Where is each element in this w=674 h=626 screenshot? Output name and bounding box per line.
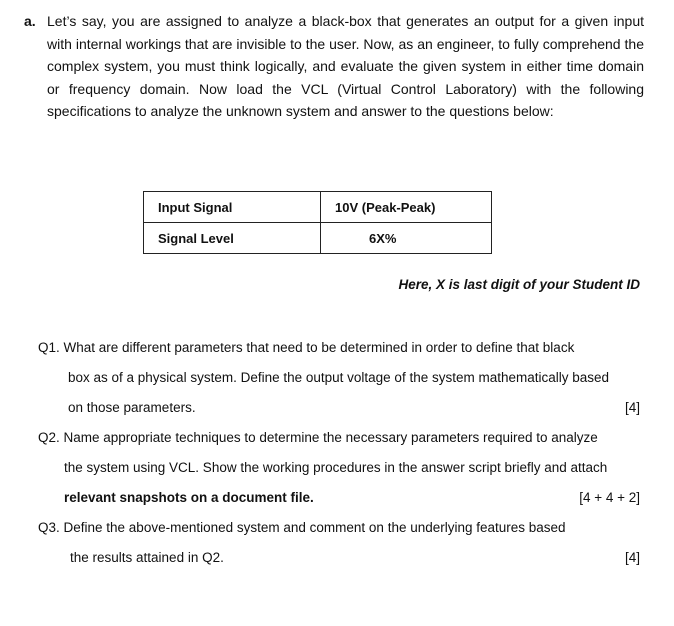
question-1-line-1: Q1. What are different parameters that need to be determined in order to define that black xyxy=(38,340,575,355)
question-2-line-1: Q2. Name appropriate techniques to determine the necessary parameters required to analyze xyxy=(38,430,598,445)
question-1-line-2: box as of a physical system. Define the output voltage of the system mathematically based xyxy=(68,370,610,385)
signal-level-value: 6X% xyxy=(321,223,492,254)
question-3 xyxy=(38,513,640,573)
question-1 xyxy=(38,333,640,423)
question-1-marks: [4] xyxy=(624,400,640,415)
question-3-line-1: Q3. Define the above-mentioned system and comment on the underlying features based xyxy=(38,520,566,535)
specification-table xyxy=(143,191,492,254)
intro-paragraph xyxy=(24,10,644,123)
table-row xyxy=(144,223,492,254)
input-signal-label: Input Signal xyxy=(144,192,321,223)
table-row xyxy=(144,192,492,223)
intro-text: Let’s say, you are assigned to analyze a black-box that generates an output for a given input with internal workings that are invisible to the user. Now, as an engineer, to fully comprehend the complex system, you must think logically, and evaluate the given system in either time domain or frequency domain. Now load the VCL (Virtual Control Laboratory) with the following specifications to analyze the unknown system and answer to the questions below: xyxy=(47,13,644,120)
signal-level-label: Signal Level xyxy=(144,223,321,254)
question-2-line-2: the system using VCL. Show the working procedures in the answer script briefly and attach xyxy=(64,460,608,475)
question-2 xyxy=(38,423,640,513)
question-2-marks: [4 + 4 + 2] xyxy=(579,490,640,505)
question-3-line-2: the results attained in Q2. xyxy=(70,550,224,565)
question-3-marks: [4] xyxy=(624,550,640,565)
item-marker: a. xyxy=(24,13,36,29)
student-id-note: Here, X is last digit of your Student ID xyxy=(398,277,640,292)
input-signal-value: 10V (Peak-Peak) xyxy=(321,192,492,223)
question-2-line-3: relevant snapshots on a document file. xyxy=(64,490,314,505)
question-1-line-3: on those parameters. xyxy=(68,400,196,415)
